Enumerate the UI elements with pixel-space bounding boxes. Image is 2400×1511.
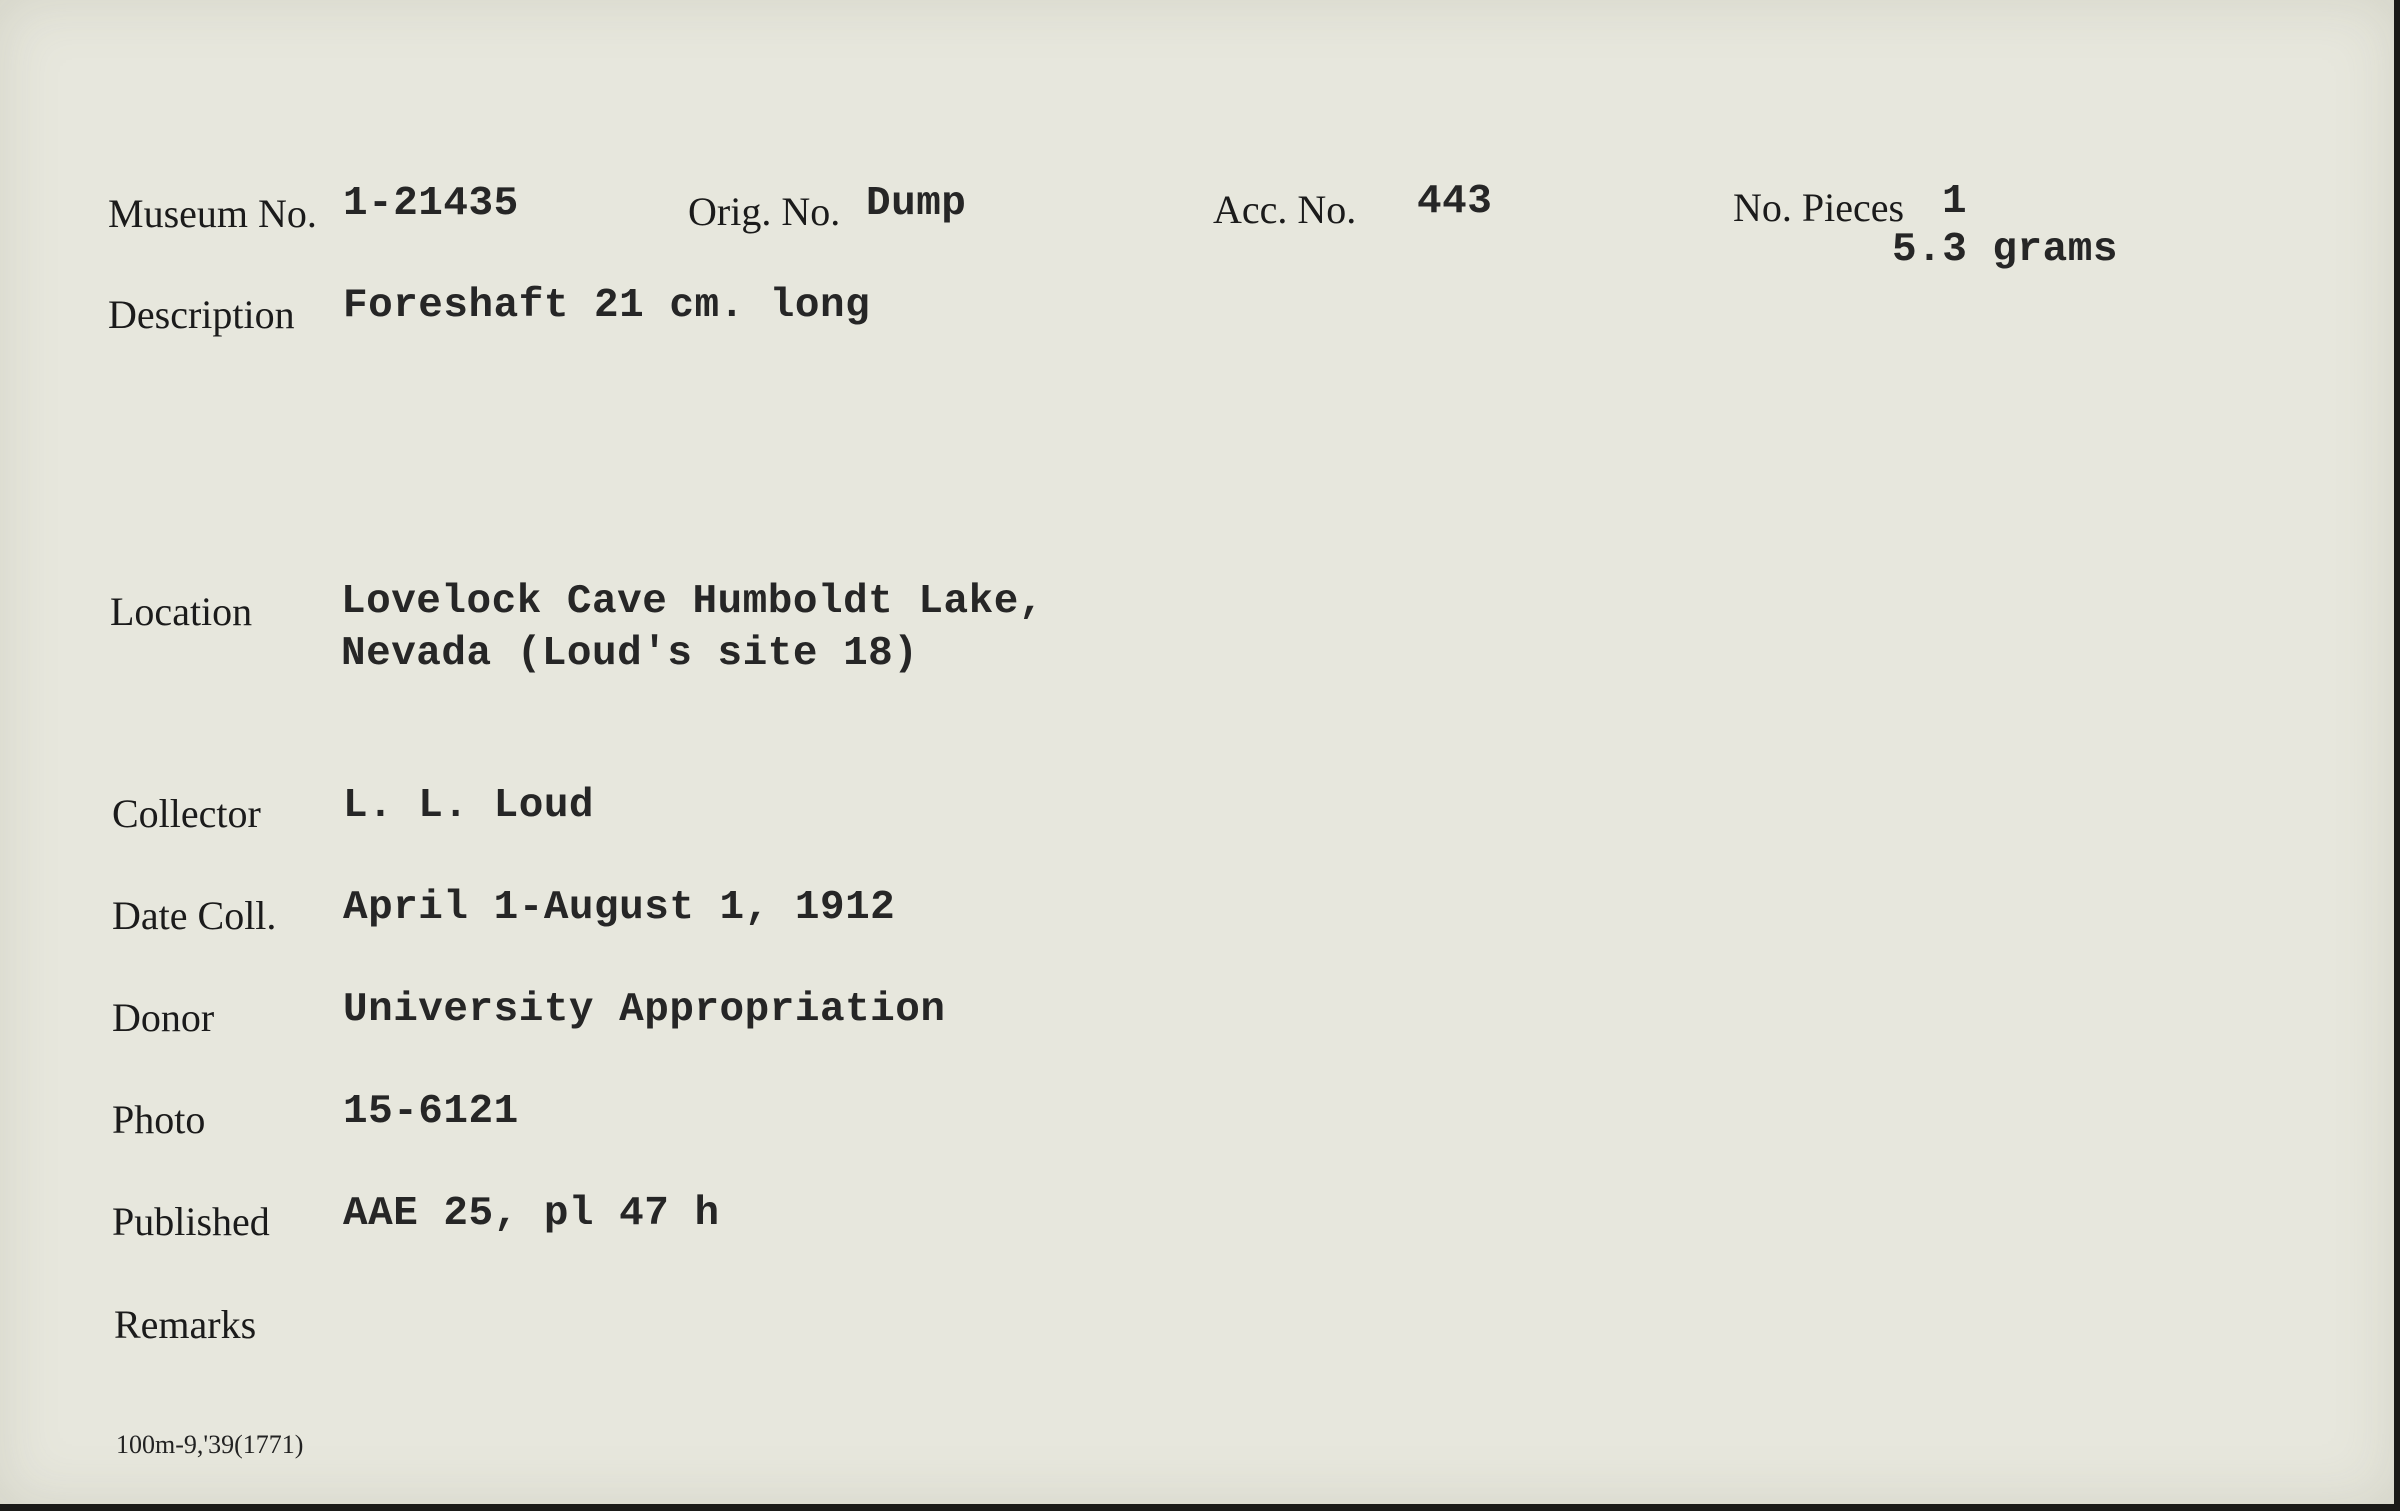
donor-value: University Appropriation bbox=[343, 987, 946, 1033]
date-coll-label: Date Coll. bbox=[112, 893, 277, 938]
collector-value: L. L. Loud bbox=[343, 783, 595, 829]
no-pieces-label: No. Pieces bbox=[1733, 185, 1905, 230]
photo-label: Photo bbox=[112, 1097, 206, 1142]
published-value: AAE 25, pl 47 h bbox=[343, 1191, 720, 1237]
museum-no-value: 1-21435 bbox=[343, 181, 519, 227]
museum-no-label: Museum No. bbox=[108, 191, 317, 236]
acc-no-label: Acc. No. bbox=[1213, 187, 1357, 232]
description-value: Foreshaft 21 cm. long bbox=[343, 283, 871, 329]
published-label: Published bbox=[112, 1199, 270, 1244]
description-label: Description bbox=[108, 292, 295, 337]
remarks-label: Remarks bbox=[114, 1302, 257, 1347]
weight-value: 5.3 grams bbox=[1892, 227, 2118, 273]
donor-label: Donor bbox=[112, 995, 215, 1040]
date-coll-value: April 1-August 1, 1912 bbox=[343, 885, 896, 931]
location-label: Location bbox=[110, 589, 253, 634]
print-code: 100m-9,'39(1771) bbox=[116, 1430, 304, 1459]
collector-label: Collector bbox=[112, 791, 261, 836]
orig-no-label: Orig. No. bbox=[688, 189, 841, 234]
location-line-2: Nevada (Loud's site 18) bbox=[341, 631, 919, 677]
location-line-1: Lovelock Cave Humboldt Lake, bbox=[341, 579, 1044, 625]
orig-no-value: Dump bbox=[866, 181, 967, 227]
no-pieces-value: 1 bbox=[1942, 179, 1968, 225]
acc-no-value: 443 bbox=[1417, 179, 1493, 225]
photo-value: 15-6121 bbox=[343, 1089, 519, 1135]
